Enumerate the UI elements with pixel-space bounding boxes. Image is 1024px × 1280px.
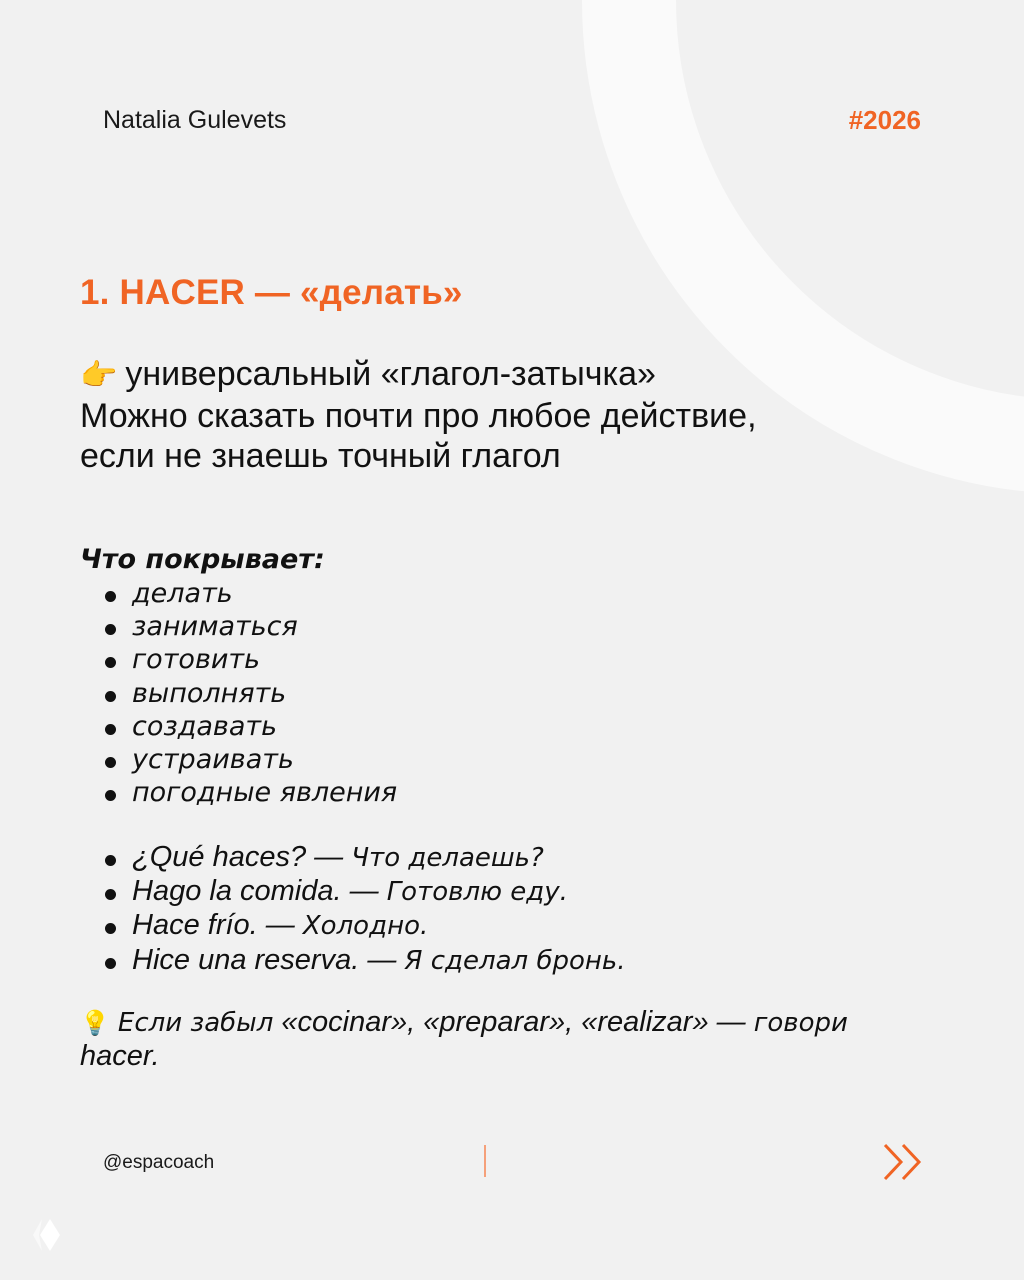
example-spanish: Hice una reserva. [132, 943, 360, 976]
separator: — [306, 841, 352, 873]
list-item: выполнять [80, 677, 397, 710]
list-item: создавать [80, 710, 397, 743]
next-slide-button[interactable] [882, 1142, 924, 1182]
example-russian: Готовлю еду. [386, 877, 568, 908]
tip-words: «cocinar», «preparar», «realizar» — [273, 1006, 754, 1038]
hashtag: #2026 [848, 105, 921, 135]
example-item [80, 841, 625, 875]
separator: — [257, 909, 303, 942]
intro-subtitle: универсальный «глагол-затычка» [125, 355, 656, 393]
list-item: заниматься [80, 610, 397, 643]
covers-label: Что покрывает: [80, 544, 325, 575]
tip-text [80, 1006, 860, 1073]
examples-list [80, 841, 625, 978]
separator: — [341, 875, 387, 908]
list-item: погодные явления [80, 776, 397, 809]
app-logo-icon [30, 1215, 64, 1255]
example-spanish: Hago la comida. [132, 875, 342, 908]
intro-line [80, 354, 780, 396]
list-item: устраивать [80, 743, 397, 776]
tip-tail: говори [753, 1008, 848, 1038]
tip-end: hacer. [80, 1040, 160, 1072]
footer-divider [484, 1145, 486, 1177]
covers-list [80, 577, 397, 809]
author-name: Natalia Gulevets [103, 106, 287, 134]
intro-text [80, 354, 780, 476]
example-russian: Что делаешь? [351, 843, 544, 873]
slide-title: 1. HACER — «делать» [80, 273, 463, 312]
tip-lead: Если забыл [117, 1008, 274, 1038]
intro-body: Можно сказать почти про любое действие, если не знаешь точный глагол [80, 397, 757, 475]
social-handle: @espacoach [103, 1152, 215, 1173]
covers-section [80, 543, 397, 809]
example-spanish: Hace frío. [132, 909, 258, 942]
double-chevron-right-icon [882, 1142, 924, 1182]
example-item [80, 909, 625, 943]
list-item: готовить [80, 643, 397, 676]
example-item [80, 944, 625, 978]
example-russian: Я сделал бронь. [404, 945, 626, 976]
light-bulb-icon: 💡 [80, 1010, 110, 1037]
example-russian: Холодно. [302, 911, 429, 942]
separator: — [359, 943, 405, 976]
example-spanish: ¿Qué haces? [132, 841, 307, 873]
list-item: делать [80, 577, 397, 610]
example-item [80, 875, 625, 909]
backhand-index-pointing-right-icon: 👉 [80, 359, 118, 392]
